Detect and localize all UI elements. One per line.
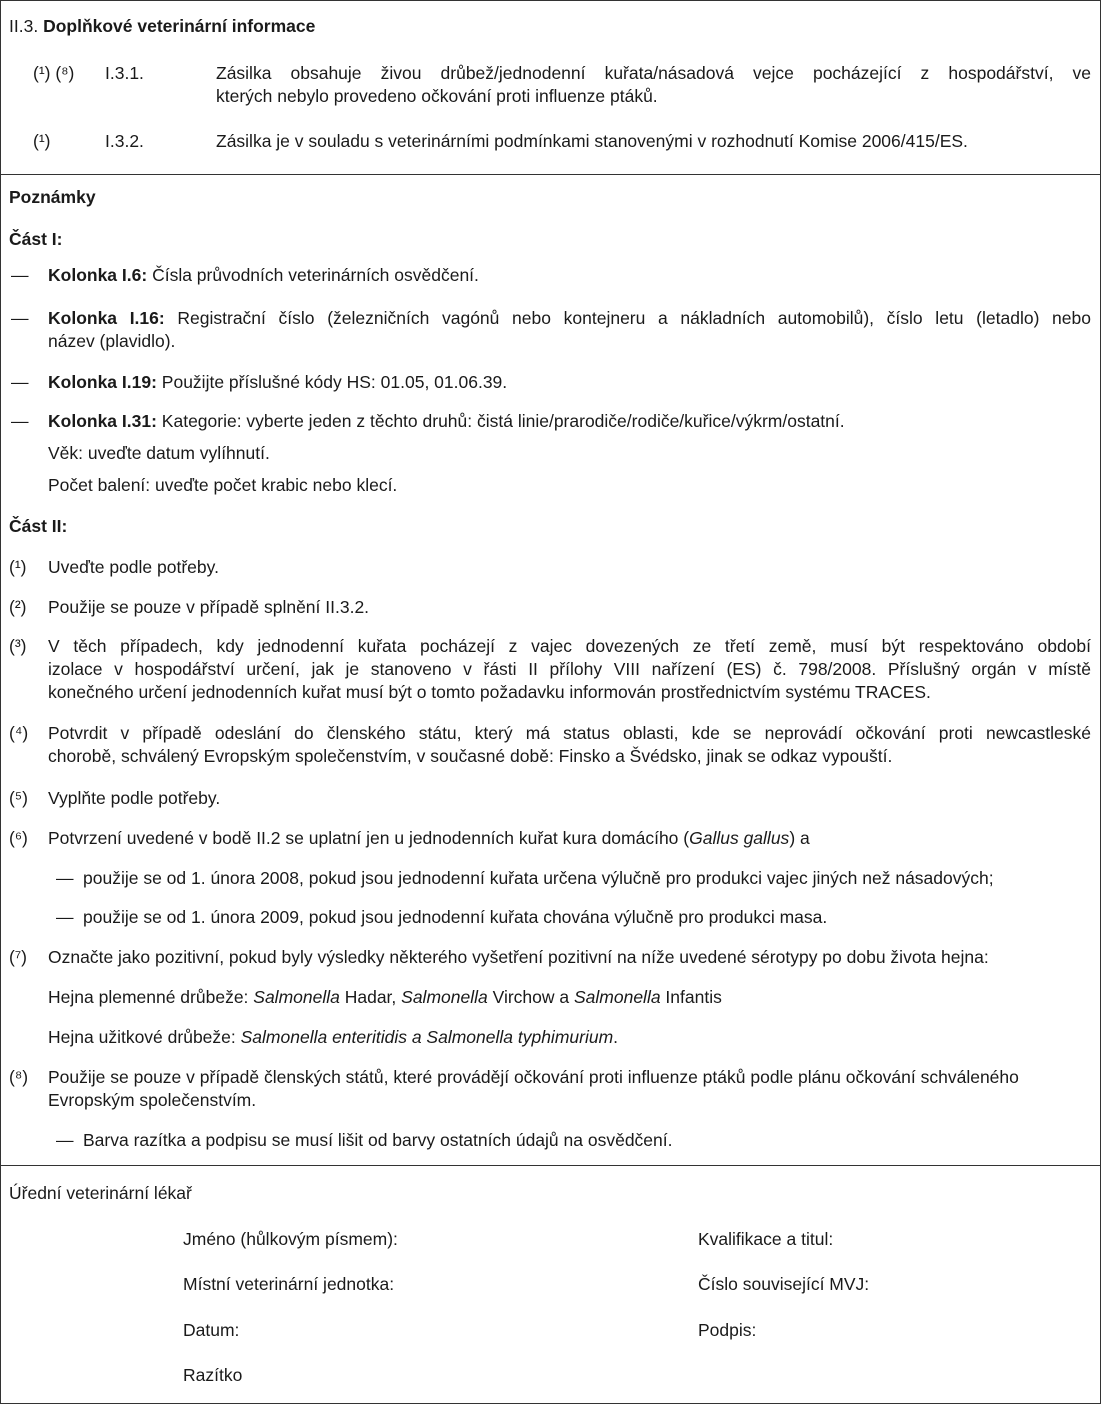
item-code: I.3.1.: [105, 63, 144, 83]
footnote-3: V těch případech, kdy jednodenní kuřata pocházejí z vajec dovezených ze třetí země, musí být respektováno období izolace v hospodářství určení, jak je stanoveno v řásti II přílohy VIII nařízení (ES) č. 798/2008. Příslušný orgán v místě konečného určení jednodenních kuřat musí být o tomto požadavku informován prostřednictvím systému TRACES.: [48, 636, 1091, 702]
item-refs: (¹): [33, 131, 51, 151]
footnote-ref: (⁴): [9, 723, 29, 743]
signature-section: [1, 1165, 1100, 1404]
item-text: Zásilka obsahuje živou drůbež/jednodenní kuřata/násadová vejce pocházející z hospodářství, ve kterých nebylo provedeno očkování proti influenze ptáků.: [216, 63, 1091, 106]
part2-title: Část II:: [9, 516, 68, 536]
item-refs: (¹) (⁸): [33, 63, 75, 83]
note-dash: —: [56, 868, 74, 888]
footnote-2: Použije se pouze v případě splnění II.3.2.: [48, 597, 370, 617]
footnote-4: Potvrdit v případě odeslání do členského státu, který má status oblasti, kde se neprovádí očkování proti newcastleské chorobě, schválený Evropským společenstvím, v současné době: Finsko a Švédsko, jinak se odkaz vypouští.: [48, 723, 1091, 766]
unit-field-label: Místní veterinární jednotka:: [183, 1274, 395, 1294]
note-kolonka-i31: Kolonka I.31: Kategorie: vyberte jeden z těchto druhů: čistá linie/prarodiče/rodiče/kuřice/výkrm/ostatní.: [48, 411, 845, 431]
item-code: I.3.2.: [105, 131, 144, 151]
note-kolonka-i19: Kolonka I.19: Použijte příslušné kódy HS: 01.05, 01.06.39.: [48, 372, 508, 392]
note-kolonka-i6: Kolonka I.6: Čísla průvodních veterinárních osvědčení.: [48, 265, 479, 285]
signature-field-label: Podpis:: [698, 1320, 757, 1340]
footnote-7-breeding: Hejna plemenné drůbeže: Salmonella Hadar, Salmonella Virchow a Salmonella Infantis: [48, 987, 722, 1007]
section-number: II.3.: [9, 16, 39, 36]
note-kolonka-i16: Kolonka I.16: Registrační číslo (železničních vagónů nebo kontejneru a nákladních automobilů), číslo letu (letadlo) nebo název (plavidlo).: [48, 308, 1091, 351]
footnote-6: Potvrzení uvedené v bodě II.2 se uplatní jen u jednodenních kuřat kura domácího (Gallus gallus) a: [48, 828, 810, 848]
footnote-ref: (⁶): [9, 828, 28, 848]
note-dash: —: [11, 265, 29, 285]
part1-title: Část I:: [9, 229, 63, 249]
note-dash: —: [56, 1130, 74, 1150]
footnote-ref: (¹): [9, 557, 27, 577]
footnote-ref: (⁵): [9, 788, 28, 808]
note-age: Věk: uveďte datum vylíhnutí.: [48, 443, 270, 463]
footnote-7-production: Hejna užitkové drůbeže: Salmonella enteritidis a Salmonella typhimurium.: [48, 1027, 619, 1047]
unit-number-field-label: Číslo související MVJ:: [698, 1274, 870, 1294]
date-field-label: Datum:: [183, 1320, 240, 1340]
section-ii3: [1, 1, 1100, 175]
footnote-8: Použije se pouze v případě členských států, které provádějí očkování proti influenze ptáků podle plánu očkování schváleného Evropským společenstvím.: [48, 1067, 1019, 1110]
footnote-ref: (⁸): [9, 1067, 29, 1087]
footnote-8-sub: Barva razítka a podpisu se musí lišit od barvy ostatních údajů na osvědčení.: [83, 1130, 673, 1150]
official-vet-label: Úřední veterinární lékař: [9, 1183, 192, 1203]
section-title: Doplňkové veterinární informace: [43, 16, 316, 36]
footnote-5: Vyplňte podle potřeby.: [48, 788, 221, 808]
note-packages: Počet balení: uveďte počet krabic nebo klecí.: [48, 475, 398, 495]
note-dash: —: [11, 372, 29, 392]
name-field-label: Jméno (hůlkovým písmem):: [183, 1229, 398, 1249]
note-dash: —: [56, 907, 74, 927]
footnote-7: Označte jako pozitivní, pokud byly výsledky některého vyšetření pozitivní na níže uvedené sérotypy po dobu života hejna:: [48, 947, 989, 967]
qualification-field-label: Kvalifikace a titul:: [698, 1229, 834, 1249]
footnote-1: Uveďte podle potřeby.: [48, 557, 219, 577]
item-text: Zásilka je v souladu s veterinárními podmínkami stanovenými v rozhodnutí Komise 2006/415/ES.: [216, 131, 968, 151]
footnote-ref: (⁷): [9, 947, 27, 967]
notes-title: Poznámky: [9, 187, 96, 207]
note-dash: —: [11, 411, 29, 431]
note-dash: —: [11, 308, 29, 328]
footnote-ref: (³): [9, 636, 27, 656]
section-ii3-heading: [9, 15, 315, 38]
footnote-ref: (²): [9, 597, 27, 617]
footnote-6-sub2: použije se od 1. února 2009, pokud jsou jednodenní kuřata chována výlučně pro produkci masa.: [83, 907, 828, 927]
stamp-field-label: Razítko: [183, 1365, 243, 1385]
footnote-6-sub1: použije se od 1. února 2008, pokud jsou jednodenní kuřata určena výlučně pro produkci vajec jiných než násadových;: [83, 868, 994, 888]
